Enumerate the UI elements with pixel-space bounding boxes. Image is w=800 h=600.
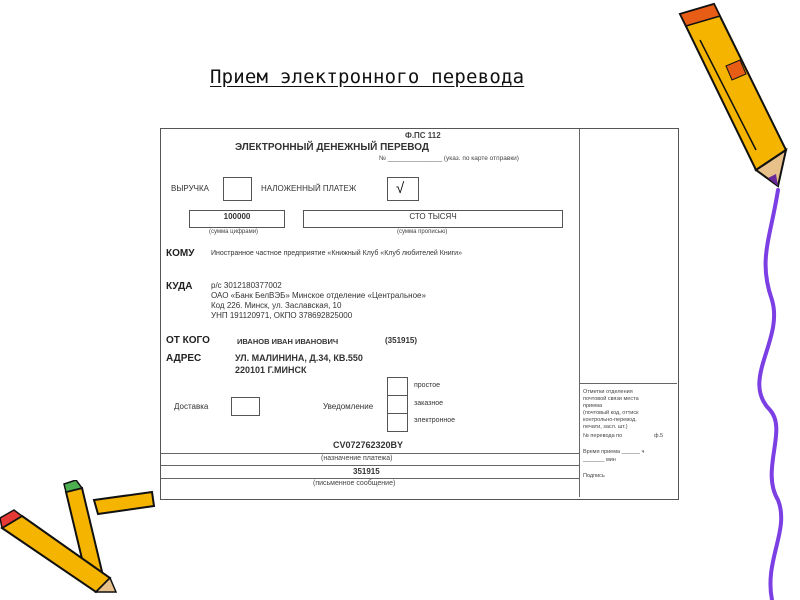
delivery-label: Доставка bbox=[174, 402, 209, 411]
side-note-4: (почтовый код, оттиск bbox=[583, 410, 639, 416]
side-note-12: Подпись bbox=[583, 473, 605, 479]
side-note-10: _______ мин bbox=[583, 457, 616, 463]
cod-checkbox[interactable] bbox=[387, 177, 419, 201]
purple-scribble bbox=[759, 190, 781, 600]
crayon-decoration-right bbox=[660, 0, 800, 600]
row-divider-3 bbox=[161, 478, 579, 479]
message-caption: (письменное сообщение) bbox=[313, 480, 396, 487]
address-label: АДРЕС bbox=[166, 353, 202, 364]
side-note-6: печати, засл. шт.) bbox=[583, 424, 628, 430]
notice-option-registered: заказное bbox=[414, 400, 443, 407]
notice-label: Уведомление bbox=[323, 402, 374, 411]
red-crayon-icon bbox=[0, 510, 116, 592]
revenue-checkbox[interactable] bbox=[223, 177, 252, 201]
side-note-2: почтовой связи места bbox=[583, 396, 639, 402]
notice-option-electronic: электронное bbox=[414, 417, 456, 424]
amount-words-caption: (сумма прописью) bbox=[397, 229, 448, 235]
side-note-3: приема bbox=[583, 403, 603, 409]
side-note-7: № перевода по bbox=[583, 433, 623, 439]
side-note-9: Время приема ______ ч bbox=[583, 449, 645, 455]
from-code: (351915) bbox=[385, 336, 418, 345]
notice-option-simple: простое bbox=[414, 382, 440, 389]
notice-simple-checkbox[interactable] bbox=[387, 377, 408, 396]
form-code: Ф.ПС 112 bbox=[405, 131, 441, 140]
side-note-1: Отметки отделения bbox=[583, 389, 633, 395]
amount-digits-value: 100000 bbox=[223, 212, 251, 221]
amount-words-field[interactable] bbox=[303, 210, 563, 228]
amount-digits-field[interactable] bbox=[189, 210, 285, 228]
yellow-crayon-icon bbox=[680, 4, 786, 186]
number-label: № _______________ (указ. по карте отправки) bbox=[379, 155, 519, 162]
side-ps: ф.5 bbox=[654, 433, 664, 439]
delivery-checkbox[interactable] bbox=[231, 397, 260, 416]
orange-crayon-icon bbox=[94, 492, 154, 514]
where-line-4: УНП 191120971, ОКПО 378692825000 bbox=[211, 311, 353, 320]
where-label: КУДА bbox=[166, 281, 193, 292]
where-line-1: р/с 3012180377002 bbox=[211, 281, 282, 290]
side-note-5: контрольно-перевод. bbox=[583, 417, 637, 423]
address-line-2: 220101 Г.МИНСК bbox=[235, 365, 307, 375]
from-label: ОТ КОГО bbox=[166, 335, 210, 346]
notice-registered-checkbox[interactable] bbox=[387, 395, 408, 414]
cod-label: НАЛОЖЕННЫЙ ПЛАТЕЖ bbox=[261, 184, 357, 193]
address-line-1: УЛ. МАЛИНИНА, Д.34, КВ.550 bbox=[235, 353, 363, 363]
where-line-2: ОАО «Банк БелВЭБ» Минское отделение «Центральное» bbox=[211, 291, 426, 300]
row-divider-1 bbox=[161, 453, 579, 454]
crayon-decoration-left bbox=[0, 480, 170, 600]
row-divider-2 bbox=[161, 465, 579, 466]
amount-words-value: СТО ТЫСЯЧ bbox=[409, 212, 457, 221]
purpose-caption: (назначение платежа) bbox=[321, 455, 393, 462]
purpose-value: 351915 bbox=[353, 467, 380, 476]
slide-title: Прием электронного перевода bbox=[210, 66, 525, 88]
checkmark-icon: √ bbox=[396, 180, 405, 197]
revenue-label: ВЫРУЧКА bbox=[171, 184, 209, 193]
amount-digits-caption: (сумма цифрами) bbox=[209, 229, 259, 235]
to-whom-value: Иностранное частное предприятие «Книжный Клуб «Клуб любителей Книги» bbox=[211, 250, 462, 257]
notice-electronic-checkbox[interactable] bbox=[387, 413, 408, 432]
to-whom-label: КОМУ bbox=[166, 248, 195, 259]
money-transfer-form bbox=[160, 128, 679, 500]
from-value: ИВАНОВ ИВАН ИВАНОВИЧ bbox=[237, 337, 339, 346]
tracking-number: CV072762320BY bbox=[333, 440, 404, 450]
side-column-divider bbox=[579, 129, 580, 497]
where-line-3: Код 226. Минск, ул. Заславская, 10 bbox=[211, 301, 342, 310]
form-heading: ЭЛЕКТРОННЫЙ ДЕНЕЖНЫЙ ПЕРЕВОД bbox=[235, 142, 430, 153]
